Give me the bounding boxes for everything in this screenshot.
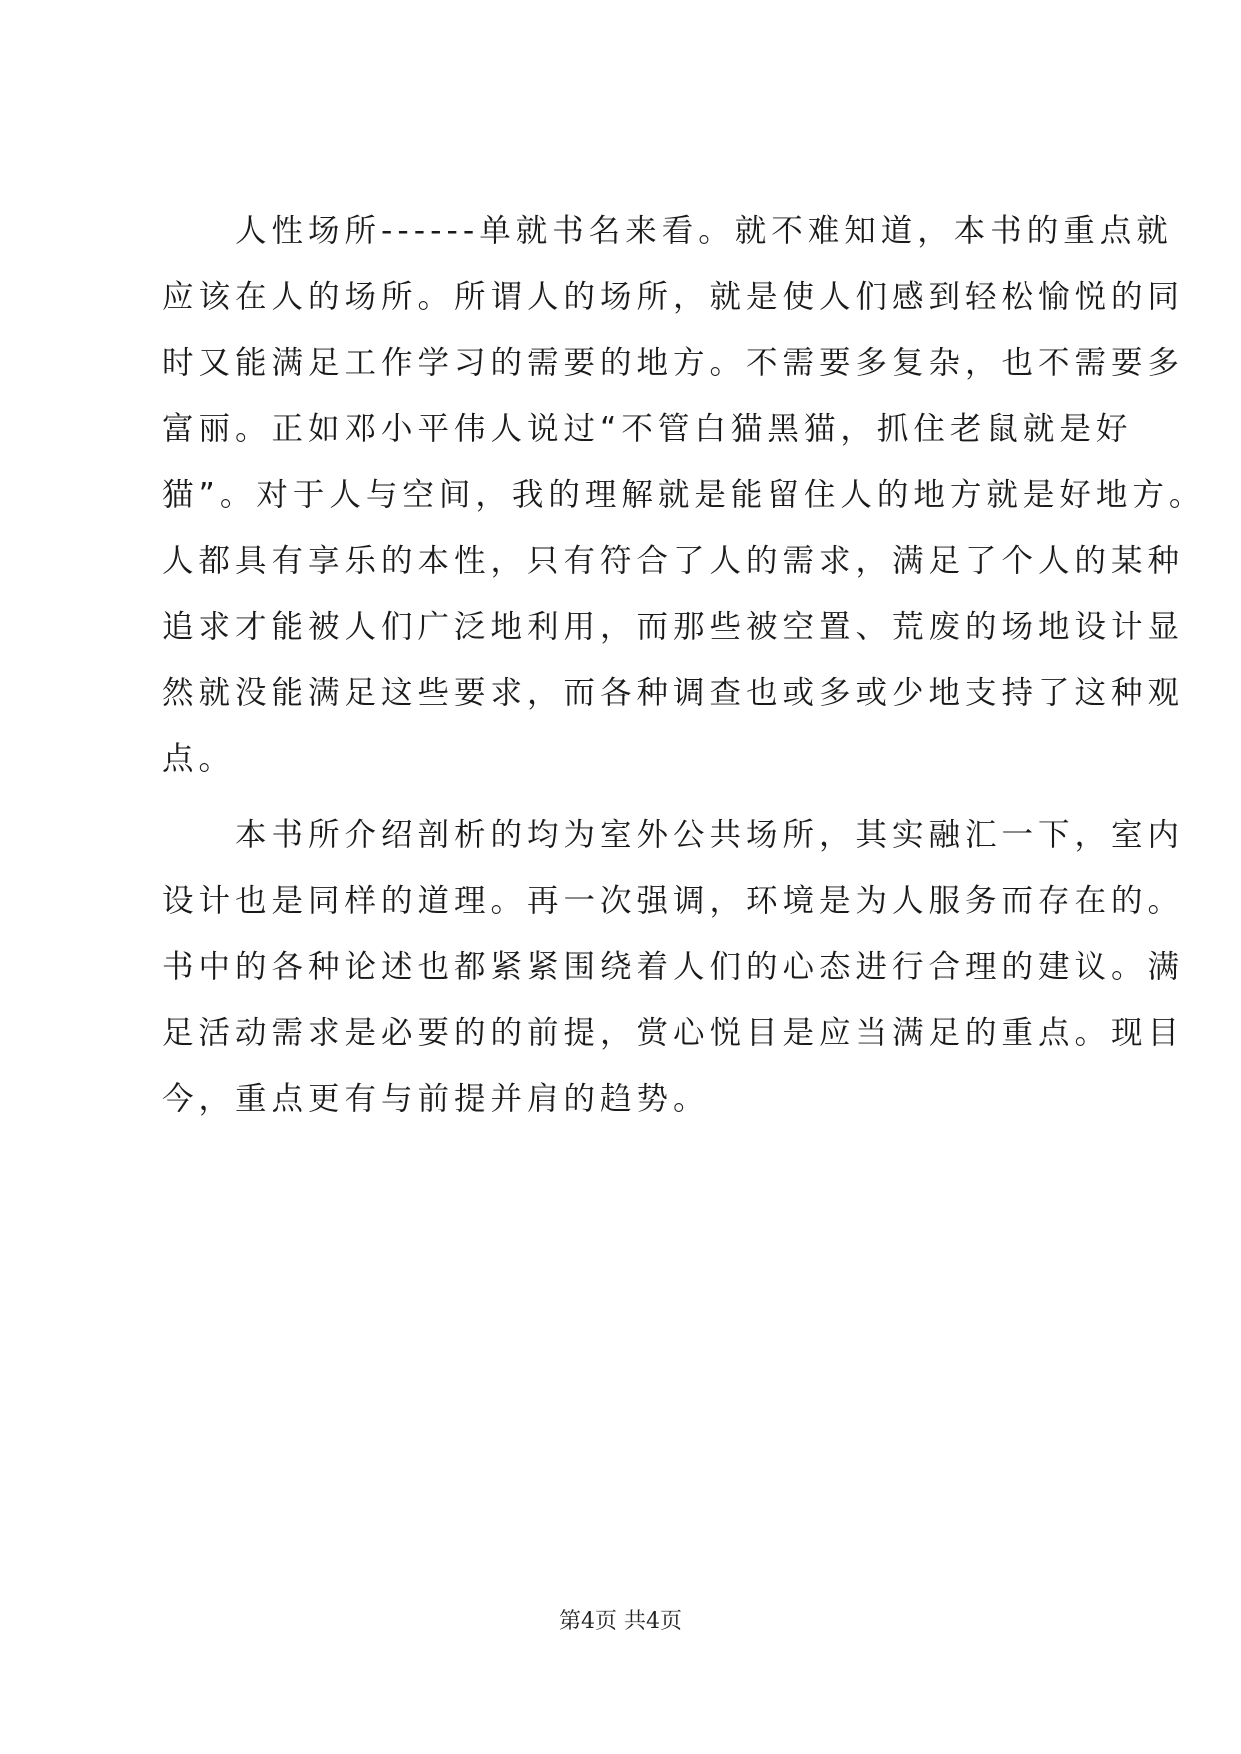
text-line: 人都具有享乐的本性，只有符合了人的需求，满足了个人的某种 (162, 543, 1185, 579)
text-line: 富丽。正如邓小平伟人说过“不管白猫黑猫，抓住老鼠就是好 (162, 411, 1133, 447)
text-line: 然就没能满足这些要求，而各种调查也或多或少地支持了这种观 (162, 675, 1185, 711)
text-line: 足活动需求是必要的的前提，赏心悦目是应当满足的重点。现目 (162, 1015, 1185, 1051)
paragraph-1 (162, 198, 1206, 792)
text-line: 点。 (162, 741, 236, 777)
text-line: 本书所介绍剖析的均为室外公共场所，其实融汇一下，室内 (162, 817, 1185, 853)
text-line: 追求才能被人们广泛地利用，而那些被空置、荒废的场地设计显 (162, 609, 1185, 645)
text-line: 时又能满足工作学习的需要的地方。不需要多复杂，也不需要多 (162, 345, 1185, 381)
paragraph-2 (162, 802, 1185, 1132)
page-footer: 第4页 共4页 (559, 1609, 682, 1634)
document-body (162, 198, 1206, 1132)
text-line: 猫”。对于人与空间，我的理解就是能留住人的地方就是好地方。 (162, 477, 1206, 513)
text-line: 人性场所------单就书名来看。就不难知道，本书的重点就 (162, 213, 1173, 249)
text-line: 应该在人的场所。所谓人的场所，就是使人们感到轻松愉悦的同 (162, 279, 1185, 315)
text-line: 今，重点更有与前提并肩的趋势。 (162, 1081, 710, 1117)
text-line: 书中的各种论述也都紧紧围绕着人们的心态进行合理的建议。满 (162, 949, 1185, 985)
text-line: 设计也是同样的道理。再一次强调，环境是为人服务而存在的。 (162, 883, 1185, 919)
